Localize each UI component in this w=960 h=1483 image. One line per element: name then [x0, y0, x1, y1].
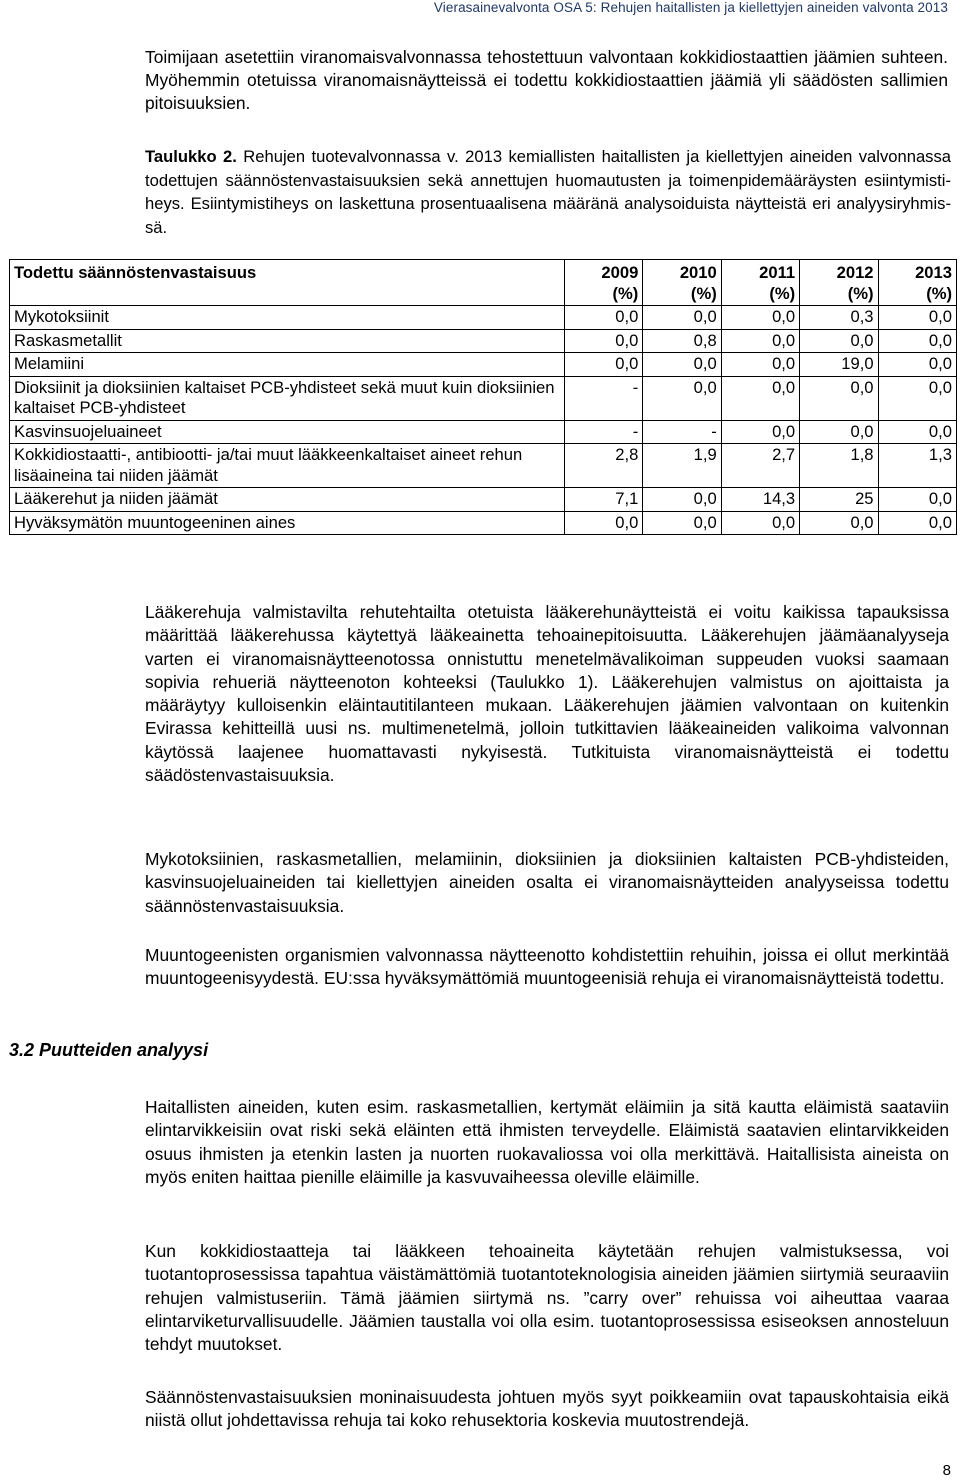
value-cell: 0,0: [878, 329, 956, 353]
table-caption-text: Rehujen tuotevalvonnassa v. 2013 kemiallisten haitallisten ja kiellettyjen aineiden valvonnassa todettujen säännöstenvastaisuuksien sekä annettujen huomautusten ja toimenpidemääräysten esiintymistiheys. Esiintymistiheys on laskettuna prosentuaalisena määränä analysoiduista näytteistä eri analyysiryhmissä.: [145, 147, 951, 237]
table-caption: [145, 145, 951, 239]
row-label-cell: Hyväksymätön muuntogeeninen aines: [10, 511, 565, 535]
value-cell: 0,0: [878, 306, 956, 330]
value-cell: 0,0: [643, 353, 721, 377]
header-cell-year: 2013 (%): [878, 260, 956, 306]
row-label-cell: Dioksiinit ja dioksiinien kaltaiset PCB-yhdisteet sekä muut kuin dioksiinien kaltaiset PCB-yhdisteet: [10, 376, 565, 420]
table-row: [10, 329, 957, 353]
table-row: [10, 511, 957, 535]
value-cell: 0,0: [643, 488, 721, 512]
row-label-cell: Lääkerehut ja niiden jäämät: [10, 488, 565, 512]
row-label-cell: Kokkidiostaatti-, antibiootti- ja/tai muut lääkkeenkaltaiset aineet rehun lisäaineina tai niiden jäämät: [10, 444, 565, 488]
page-number: 8: [942, 1462, 951, 1479]
table-caption-label: Taulukko 2.: [145, 147, 237, 166]
row-label-cell: Melamiini: [10, 353, 565, 377]
violations-table: [9, 259, 957, 535]
running-header: Vierasainevalvonta OSA 5: Rehujen haitallisten ja kiellettyjen aineiden valvonta 2013: [433, 0, 948, 15]
value-cell: -: [564, 420, 642, 444]
value-cell: 0,0: [564, 329, 642, 353]
value-cell: 0,0: [721, 420, 799, 444]
value-cell: 0,0: [878, 511, 956, 535]
value-cell: 14,3: [721, 488, 799, 512]
intro-paragraph: Toimijaan asetettiin viranomaisvalvonnassa tehostettuun valvontaan kokkidiostaattien jäämien suhteen. Myöhemmin otetuissa viranomaisnäytteissä ei todettu kokkidiostaattien jäämiä yli säädösten sallimien pitoisuuksien.: [145, 47, 948, 114]
value-cell: 25: [800, 488, 878, 512]
table-row: [10, 376, 957, 420]
header-cell-year: 2011 (%): [721, 260, 799, 306]
paragraph-trends: Säännöstenvastaisuuksien moninaisuudesta johtuen myös syyt poikkeamiin ovat tapauskohtaisia eikä niistä ollut johdettavissa rehuja tai koko rehusektoria koskevia muutostrendejä.: [145, 1387, 949, 1431]
value-cell: 0,0: [721, 511, 799, 535]
value-cell: 0,0: [643, 376, 721, 420]
row-label-cell: Mykotoksiinit: [10, 306, 565, 330]
header-cell-year: 2009 (%): [564, 260, 642, 306]
header-cell-year: 2012 (%): [800, 260, 878, 306]
value-cell: 0,0: [643, 511, 721, 535]
value-cell: 0,0: [721, 329, 799, 353]
table-row: [10, 420, 957, 444]
value-cell: 0,0: [721, 306, 799, 330]
value-cell: 7,1: [564, 488, 642, 512]
value-cell: 0,0: [643, 306, 721, 330]
row-label-cell: Kasvinsuojeluaineet: [10, 420, 565, 444]
value-cell: -: [643, 420, 721, 444]
paragraph-gmo: Muuntogeenisten organismien valvonnassa näytteenotto kohdistettiin rehuihin, joissa ei ollut merkintää muuntogeenisyydestä. EU:ssa hyväksymättömiä muuntogeenisiä rehuja ei viranomaisnäytteistä todettu.: [145, 945, 949, 989]
table-row: [10, 444, 957, 488]
value-cell: 0,0: [564, 353, 642, 377]
paragraph-no-violations: Mykotoksiinien, raskasmetallien, melamiinin, dioksiinien ja dioksiinien kaltaisten PCB-yhdisteiden, kasvinsuojeluaineiden tai kiellettyjen aineiden osalta ei viranomaisnäytteiden analyyseissa todettu säännöstenvastaisuuksia.: [145, 849, 949, 916]
section-heading: 3.2 Puutteiden analyysi: [9, 1040, 209, 1060]
row-label-cell: Raskasmetallit: [10, 329, 565, 353]
value-cell: 0,0: [564, 306, 642, 330]
value-cell: 2,7: [721, 444, 799, 488]
value-cell: 0,0: [878, 488, 956, 512]
value-cell: 0,0: [721, 353, 799, 377]
value-cell: 0,0: [878, 420, 956, 444]
value-cell: 1,3: [878, 444, 956, 488]
value-cell: 0,0: [800, 376, 878, 420]
table-header-row: [10, 260, 957, 306]
value-cell: 0,0: [564, 511, 642, 535]
header-cell-category: Todettu säännöstenvastaisuus: [10, 260, 565, 306]
value-cell: 0,0: [721, 376, 799, 420]
value-cell: -: [564, 376, 642, 420]
value-cell: 2,8: [564, 444, 642, 488]
value-cell: 0,0: [800, 511, 878, 535]
value-cell: 0,3: [800, 306, 878, 330]
table-row: [10, 353, 957, 377]
paragraph-harmful-substances: Haitallisten aineiden, kuten esim. raskasmetallien, kertymät eläimiin ja sitä kautta eläimistä saataviin elintarvikkeisiin ovat riski sekä eläinten että ihmisten terveydelle. Eläimistä saatavien elintarvikkeiden osuus ihmisten ja etenkin lasten ja nuorten ruokavaliossa voi olla merkittävä. Haitallisista aineista on myös eniten haittaa pienille eläimille ja kasvuvaiheessa oleville eläimille.: [145, 1097, 949, 1187]
header-cell-year: 2010 (%): [643, 260, 721, 306]
value-cell: 1,9: [643, 444, 721, 488]
value-cell: 0,0: [878, 353, 956, 377]
table-row: [10, 488, 957, 512]
value-cell: 0,0: [800, 420, 878, 444]
table-row: [10, 306, 957, 330]
value-cell: 19,0: [800, 353, 878, 377]
value-cell: 1,8: [800, 444, 878, 488]
paragraph-carry-over: Kun kokkidiostaatteja tai lääkkeen tehoaineita käytetään rehujen valmistuksessa, voi tuotantoprosessissa tapahtua väistämättömiä tuotantoteknologisia aineiden jäämien siirtymiä seuraaviin rehujen valmistuseriin. Tämä jäämien siirtymä ns. ”carry over” rehuissa voi aiheuttaa vaaraa elintarviketurvallisuudelle. Jäämien taustalla voi olla esim. tuotantoprosessissa esiseoksen annosteluun tehdyt muutokset.: [145, 1241, 949, 1355]
value-cell: 0,0: [878, 376, 956, 420]
value-cell: 0,8: [643, 329, 721, 353]
paragraph-medicated-feed: Lääkerehuja valmistavilta rehutehtailta otetuista lääkerehunäytteistä ei voitu kaikissa tapauksissa määrittää lääkerehussa käytettyä lääkeainetta tehoainepitoisuutta. Lääkerehujen jäämäanalyyseja varten ei viranomaisnäytteenotossa onnistuttu menetelmävalikoiman suppeuden vuoksi saamaan sopivia rehueriä näytteenoton kohteeksi (Taulukko 1). Lääkerehujen valmistus on ajoittaista ja määräytyy kulloisenkin eläintautitilanteen mukaan. Lääkerehujen jäämien valvontaan on kuitenkin Evirassa kehitteillä uusi ns. multimenetelmä, jolloin tutkittavien lääkeaineiden valikoima valvonnan käytössä laajenee huomattavasti nykyisestä. Tutkituista viranomaisnäytteistä ei todettu säädöstenvastaisuuksia.: [145, 602, 949, 786]
value-cell: 0,0: [800, 329, 878, 353]
